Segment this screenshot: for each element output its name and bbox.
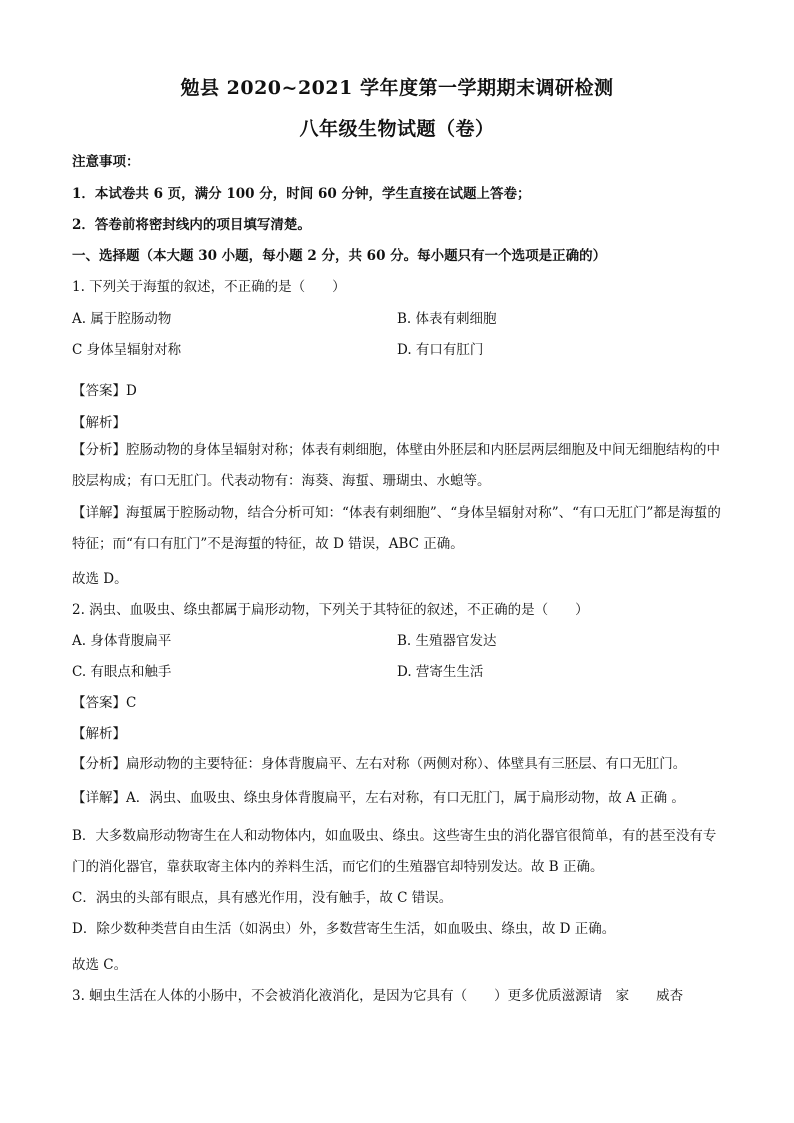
notes-heading: 注意事项： <box>72 154 140 170</box>
question-1-option-a: A. 属于腔肠动物 <box>72 311 172 327</box>
question-2-option-b-explanation: B．大多数扁形动物寄生在人和动物体内，如血吸虫、绦虫。这些寄生虫的消化器官很简单，有的甚至没有专门的消化器官，靠获取寄主体内的养料生活，而它们的生殖器官却特别发达。故 B 正确。 <box>72 828 717 875</box>
question-2-option-d: D. 营寄生生活 <box>397 664 484 680</box>
question-2-conclusion: 故选 C。 <box>72 957 128 973</box>
question-2-xiangjie: 【详解】A．涡虫、血吸虫、绦虫身体背腹扁平，左右对称，有口无肛门，属于扁形动物，故 A 正确 。 <box>72 790 685 806</box>
notes-item-1: 1．本试卷共 6 页，满分 100 分，时间 60 分钟，学生直接在试题上答卷； <box>72 186 531 202</box>
question-2-option-a: A. 身体背腹扁平 <box>72 633 172 649</box>
question-2-option-b: B. 生殖器官发达 <box>397 633 497 649</box>
question-2-analysis-label: 【解析】 <box>72 726 126 742</box>
question-2-option-c-explanation: C．涡虫的头部有眼点，具有感光作用，没有触手，故 C 错误。 <box>72 890 453 906</box>
section-heading: 一、选择题（本大题 30 小题，每小题 2 分，共 60 分。每小题只有一个选项是正确的） <box>72 248 607 264</box>
exam-subtitle: 八年级生物试题（卷） <box>299 118 495 140</box>
question-1-answer: 【答案】D <box>72 383 137 399</box>
question-1-option-b: B. 体表有刺细胞 <box>397 311 497 327</box>
question-2-stem: 2. 涡虫、血吸虫、绦虫都属于扁形动物，下列关于其特征的叙述，不正确的是（ ） <box>72 602 589 618</box>
question-3-stem: 3. 蛔虫生活在人体的小肠中，不会被消化液消化，是因为它具有（ ）更多优质滋源请 家 威杏 <box>72 988 684 1004</box>
question-2-option-c: C. 有眼点和触手 <box>72 664 172 680</box>
exam-title: 勉县 2020~2021 学年度第一学期期末调研检测 <box>180 77 614 99</box>
question-1-analysis-label: 【解析】 <box>72 415 126 431</box>
question-2-option-d-explanation: D．除少数种类营自由生活（如涡虫）外，多数营寄生生活，如血吸虫、绦虫，故 D 正确。 <box>72 921 616 937</box>
question-1-fenxi: 【分析】腔肠动物的身体呈辐射对称；体表有刺细胞，体壁由外胚层和内胚层两层细胞及中间无细胞结构的中胶层构成；有口无肛门。代表动物有：海葵、海蜇、珊瑚虫、水螅等。 <box>72 442 720 489</box>
question-1-xiangjie: 【详解】海蜇属于腔肠动物，结合分析可知：“体表有刺细胞”、“身体呈辐射对称”、“有口无肛门”都是海蜇的特征；而“有口有肛门”不是海蜇的特征，故 D 错误，ABC 正确。 <box>72 505 721 552</box>
question-1-option-c: C 身体呈辐射对称 <box>72 342 182 358</box>
question-2-fenxi: 【分析】扁形动物的主要特征：身体背腹扁平、左右对称（两侧对称）、体壁具有三胚层、有口无肛门。 <box>72 756 687 772</box>
question-2-answer: 【答案】C <box>72 695 137 711</box>
question-1-conclusion: 故选 D。 <box>72 571 128 587</box>
question-1-stem: 1. 下列关于海蜇的叙述，不正确的是（ ） <box>72 279 346 295</box>
notes-item-2: 2．答卷前将密封线内的项目填写清楚。 <box>72 217 311 233</box>
question-1-option-d: D. 有口有肛门 <box>397 342 484 358</box>
